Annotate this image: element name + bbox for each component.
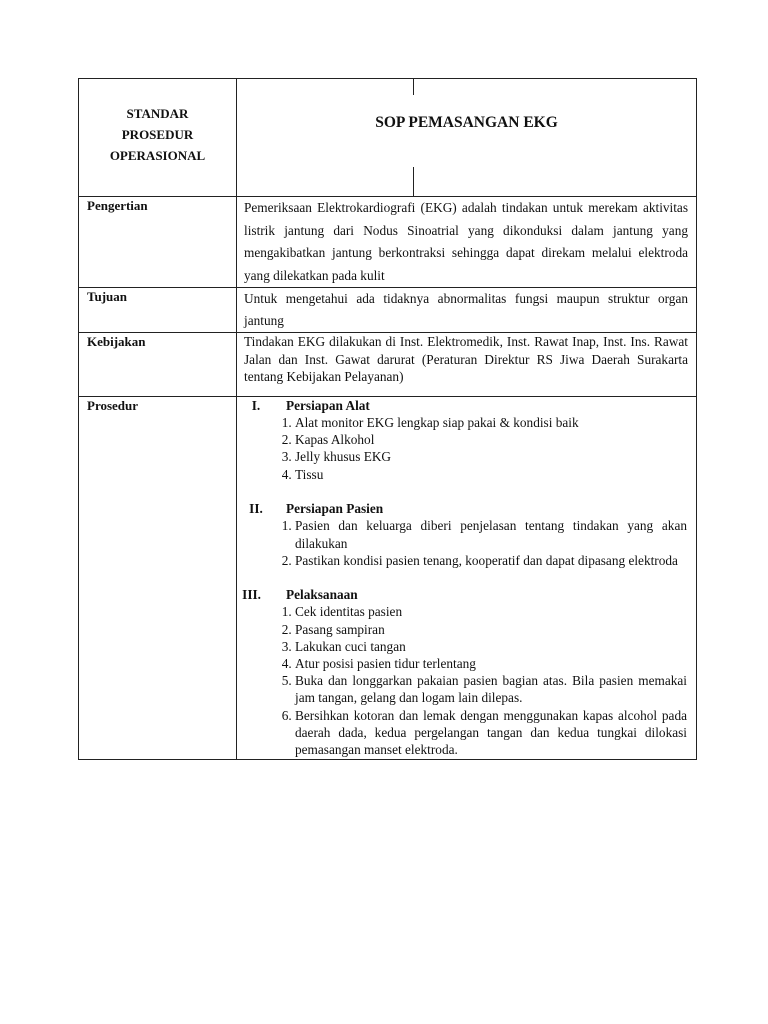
text-tujuan: Untuk mengetahui ada tidaknya abnormalitas fungsi maupun struktur organ jantung [237,288,697,333]
label-kebijakan: Kebijakan [79,333,237,397]
section-numeral: II. [249,500,263,516]
text-kebijakan: Tindakan EKG dilakukan di Inst. Elektromedik, Inst. Rawat Inap, Inst. Ins. Rawat Jalan dan Inst. Gawat darurat (Peraturan Direktur RS Jiwa Daerah Surakarta tentang Kebijakan Pelayanan) [237,333,697,397]
list-item: 5. Buka dan longgarkan pakaian pasien bagian atas. Bila pasien memakai jam tangan, gelang dan logam lain dilepas. [295,672,687,706]
list-item: 2. Pastikan kondisi pasien tenang, kooperatif dan dapat dipasang elektroda [295,552,687,569]
row-pengertian [79,197,697,288]
row-tujuan [79,288,697,333]
header-title-cell [237,79,697,197]
prosedur-content [237,396,697,760]
section-list [237,414,696,483]
row-kebijakan [79,333,697,397]
section-title: Persiapan Pasien [286,500,384,516]
section-numeral: I. [251,397,261,413]
sop-document [78,78,696,760]
section-list [237,517,696,569]
list-item: 6. Bersihkan kotoran dan lemak dengan menggunakan kapas alcohol pada daerah dada, kedua pergelangan tangan dan kedua tungkai dilokasi pemasangan manset elektroda. [295,707,687,759]
list-item: 3. Lakukan cuci tangan [295,638,687,655]
section-heading [237,397,696,415]
list-item: 3. Jelly khusus EKG [295,448,687,465]
label-tujuan: Tujuan [79,288,237,333]
section-title: Pelaksanaan [286,586,358,602]
list-item: 2. Pasang sampiran [295,621,687,638]
section-list [237,603,696,758]
header-left-line: OPERASIONAL [109,148,206,163]
section-numeral: III. [242,586,261,602]
list-item: 2. Kapas Alkohol [295,431,687,448]
list-item: 4. Atur posisi pasien tidur terlentang [295,655,687,672]
header-row [79,79,697,197]
section-heading [237,500,696,518]
list-item: 4. Tissu [295,466,687,483]
divider-tick [413,79,414,95]
sop-table [78,78,697,760]
header-left-cell [79,79,237,197]
header-left-line: PROSEDUR [121,127,194,142]
list-item: 1. Alat monitor EKG lengkap siap pakai & kondisi baik [295,414,687,431]
row-prosedur [79,396,697,760]
list-item: 1. Pasien dan keluarga diberi penjelasan tentang tindakan yang akan dilakukan [295,517,687,551]
label-pengertian: Pengertian [79,197,237,288]
section-heading [237,586,696,604]
text-pengertian: Pemeriksaan Elektrokardiografi (EKG) adalah tindakan untuk merekam aktivitas listrik jantung dari Nodus Sinoatrial yang dikonduksi dalam jantung yang mengakibatkan jantung berkontraksi sehingga dapat direkam melalui elektroda yang dilekatkan pada kulit [237,197,697,288]
list-item: 1. Cek identitas pasien [295,603,687,620]
label-prosedur: Prosedur [79,396,237,760]
spacer [237,569,696,586]
divider-tick [413,167,414,196]
header-left-line: STANDAR [126,106,189,121]
section-title: Persiapan Alat [286,397,370,413]
spacer [237,483,696,500]
document-title: SOP PEMASANGAN EKG [375,114,558,131]
